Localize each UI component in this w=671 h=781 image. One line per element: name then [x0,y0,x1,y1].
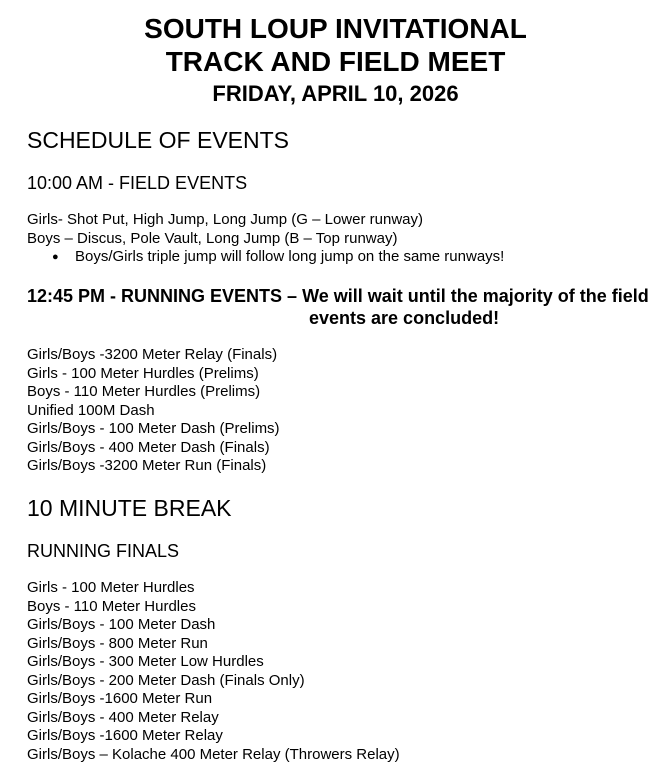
running-finals-list [27,579,400,764]
list-item: Girls/Boys - 100 Meter Dash (Prelims) [27,420,280,437]
list-item: Boys - 110 Meter Hurdles [27,597,196,615]
field-events-note-list [52,248,504,267]
list-item: Girls - 100 Meter Hurdles (Prelims) [27,364,259,382]
list-item: Girls- Shot Put, High Jump, Long Jump (G – Lower runway) [27,211,423,228]
list-item: Girls/Boys -3200 Meter Run (Finals) [27,457,267,474]
running-events-heading-line2: events are concluded! [309,308,500,328]
list-item: Boys – Discus, Pole Vault, Long Jump (B – Top runway) [27,229,398,247]
list-item: Girls/Boys - 400 Meter Relay [27,708,219,726]
list-item: Girls - 100 Meter Hurdles [27,579,195,596]
list-item: Unified 100M Dash [27,401,155,419]
running-events-list [27,346,280,476]
field-events-list [27,211,423,248]
list-item: Girls/Boys -1600 Meter Run [27,690,213,707]
list-item: Boys - 110 Meter Hurdles (Prelims) [27,383,261,400]
meet-title-line2: TRACK AND FIELD MEET [165,46,506,77]
list-item: Girls/Boys - 800 Meter Run [27,634,208,652]
running-events-heading [27,285,649,329]
field-events-note: ● Boys/Girls triple jump will follow long jump on the same runways! [52,248,504,267]
list-item: Girls/Boys -3200 Meter Relay (Finals) [27,346,278,363]
list-item: Girls/Boys - 100 Meter Dash [27,616,216,633]
schedule-heading: SCHEDULE OF EVENTS [27,127,289,153]
break-heading: 10 MINUTE BREAK [27,495,232,521]
running-finals-heading: RUNNING FINALS [27,541,180,561]
meet-date: FRIDAY, APRIL 10, 2026 [212,81,459,106]
list-item: Girls/Boys - 300 Meter Low Hurdles [27,653,264,670]
running-events-heading-line1: 12:45 PM - RUNNING EVENTS – We will wait until the majority of the field [27,286,649,306]
meet-title-line1: SOUTH LOUP INVITATIONAL [144,13,527,44]
list-item: Girls/Boys – Kolache 400 Meter Relay (Throwers Relay) [27,745,400,763]
list-item: Girls/Boys - 200 Meter Dash (Finals Only) [27,671,305,689]
list-item: Girls/Boys -1600 Meter Relay [27,727,223,744]
field-events-heading: 10:00 AM - FIELD EVENTS [27,173,248,193]
list-item: Girls/Boys - 400 Meter Dash (Finals) [27,438,270,456]
